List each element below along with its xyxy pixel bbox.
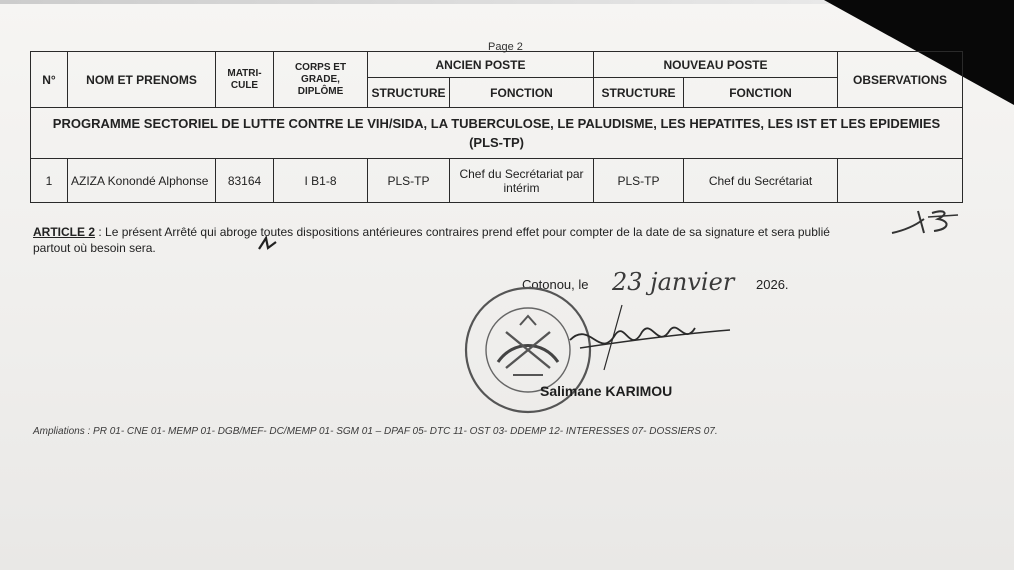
handwritten-date: 23 janvier: [612, 268, 735, 296]
scan-edge: [0, 0, 830, 4]
col-header-num: N°: [31, 52, 68, 108]
cell-corps: I B1-8: [274, 159, 368, 203]
cell-observations: [838, 159, 963, 203]
signatory-name: Salimane KARIMOU: [540, 383, 673, 399]
place-date-label: Cotonou, le: [522, 277, 589, 292]
cell-nouveau-structure: PLS-TP: [594, 159, 684, 203]
cell-ancien-structure: PLS-TP: [368, 159, 450, 203]
col-header-corps: CORPS ET GRADE, DIPLÔME: [274, 52, 368, 108]
article-text: : Le présent Arrêté qui abroge toutes dispositions antérieures contraires prend effet pour compter de la date de sa signature et sera publié partout où besoin sera.: [33, 225, 830, 255]
col-header-nouveau-poste: NOUVEAU POSTE: [594, 52, 838, 78]
handwritten-initials: [888, 203, 968, 241]
col-header-matricule: MATRI-CULE: [216, 52, 274, 108]
signature: [560, 300, 740, 380]
table-row: [31, 159, 963, 203]
col-header-nouveau-structure: STRUCTURE: [594, 78, 684, 108]
col-header-ancien-structure: STRUCTURE: [368, 78, 450, 108]
article-label: ARTICLE 2: [33, 225, 96, 239]
col-header-ancien-fonction: FONCTION: [450, 78, 594, 108]
cell-name: AZIZA Konondé Alphonse: [68, 159, 216, 203]
assignment-table: [30, 51, 963, 203]
ampliations-line: Ampliations : PR 01- CNE 01- MEMP 01- DGB/MEF- DC/MEMP 01- SGM 01 – DPAF 05- DTC 11- OST 03- DDEMP 12- INTERESSES 07- DOSSIERS 07.: [33, 426, 718, 437]
cell-nouveau-fonction: Chef du Secrétariat: [684, 159, 838, 203]
article-2: [33, 224, 853, 256]
handwritten-tick: [256, 234, 278, 252]
program-row: PROGRAMME SECTORIEL DE LUTTE CONTRE LE VIH/SIDA, LA TUBERCULOSE, LE PALUDISME, LES HEPATITES, LES IST ET LES EPIDEMIES (PLS-TP): [31, 108, 963, 159]
cell-matricule: 83164: [216, 159, 274, 203]
col-header-name: NOM ET PRENOMS: [68, 52, 216, 108]
date-year: 2026.: [756, 277, 789, 292]
cell-num: 1: [31, 159, 68, 203]
cell-ancien-fonction: Chef du Secrétariat par intérim: [450, 159, 594, 203]
col-header-observations: OBSERVATIONS: [838, 52, 963, 108]
col-header-nouveau-fonction: FONCTION: [684, 78, 838, 108]
page-number: Page 2: [488, 41, 523, 53]
col-header-ancien-poste: ANCIEN POSTE: [368, 52, 594, 78]
